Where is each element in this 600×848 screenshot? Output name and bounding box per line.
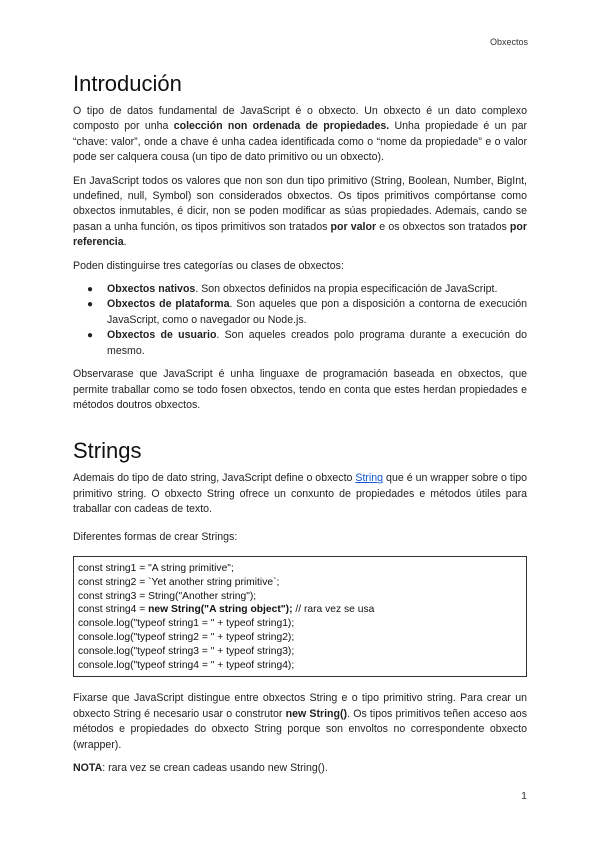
intro-paragraph-1: O tipo de datos fundamental de JavaScript é o obxecto. Un obxecto é un dato complexo composto por unha colección non ordenada de propiedades. Unha propiedade é un par “chave: valor”, onde a chave é unha cadea identificada como o “nome da propiedade” e o valor pode ser calquera cousa (un tipo de dato primitivo ou un obxecto). bbox=[73, 105, 528, 164]
list-item: ● Obxectos de usuario. Son aqueles creados polo programa durante a execución do mesmo. bbox=[87, 329, 527, 357]
strings-paragraph-2: Diferentes formas de crear Strings: bbox=[73, 530, 238, 543]
page-content bbox=[73, 70, 527, 776]
code-line: console.log("typeof string1 = " + typeof string1); bbox=[78, 618, 295, 630]
strings-paragraph-1: Ademais do tipo de dato string, JavaScript define o obxecto String que é un wrapper sobre o tipo primitivo string. O obxecto String ofrece un conxunto de propiedades e métodos útiles para traballar con cadeas de texto. bbox=[73, 472, 527, 516]
string-link[interactable]: String bbox=[355, 472, 384, 485]
object-categories-list bbox=[73, 282, 527, 359]
code-line: const string1 = "A string primitive"; bbox=[78, 562, 234, 574]
code-line: console.log("typeof string2 = " + typeof string2); bbox=[78, 631, 295, 643]
list-item: ● Obxectos nativos. Son obxectos definidos na propia especificación de JavaScript. bbox=[73, 282, 527, 297]
list-item: ● Obxectos de plataforma. Son aqueles que pon a disposición a contorna de execución JavaScript, como o navegador ou Node.js. bbox=[87, 298, 528, 326]
code-line: console.log("typeof string4 = " + typeof string4); bbox=[78, 659, 295, 671]
code-block bbox=[73, 556, 527, 677]
intro-paragraph-3: Poden distinguirse tres categorías ou clases de obxectos: bbox=[73, 259, 344, 272]
intro-paragraph-4: Observarase que JavaScript é unha linguaxe de programación baseada en obxectos, que permite traballar como se todo fosen obxectos, tendo en conta que estes herdan propiedades e métodos doutros obxectos. bbox=[73, 368, 527, 411]
strings-heading: Strings bbox=[73, 438, 142, 464]
code-line: const string4 = new String("A string object"); // rara vez se usa bbox=[78, 604, 375, 616]
running-header: Obxectos bbox=[489, 37, 528, 47]
bullet-icon: ● bbox=[87, 284, 94, 296]
note-paragraph: NOTA: rara vez se crean cadeas usando new String(). bbox=[73, 761, 328, 774]
code-line: console.log("typeof string3 = " + typeof string3); bbox=[78, 645, 295, 657]
page-number: 1 bbox=[521, 790, 527, 802]
bullet-icon: ● bbox=[87, 330, 94, 342]
intro-paragraph-2: En JavaScript todos os valores que non son dun tipo primitivo (String, Boolean, Number, BigInt, undefined, null, Symbol) son considerados obxectos. Os tipos primitivos compórtanse como obxectos inmutables, é dicir, non se poden modificar as súas propiedades. Ademais, cando se pasan a unha función, os tipos primitivos son tratados por valor e os obxectos son tratados por referencia. bbox=[73, 174, 527, 249]
strings-paragraph-3: Fixarse que JavaScript distingue entre obxectos String e o tipo primitivo string. Para crear un obxecto String é necesario usar o construtor new String(). Os tipos primitivos teñen acceso aos métodos e propiedades do obxecto String porque son envoltos no correspondente obxecto (wrapper). bbox=[73, 692, 527, 751]
bullet-icon: ● bbox=[87, 299, 94, 311]
code-line: const string2 = `Yet another string primitive`; bbox=[78, 576, 280, 588]
intro-heading: Introdución bbox=[73, 71, 182, 96]
code-line: const string3 = String("Another string"); bbox=[78, 590, 257, 602]
